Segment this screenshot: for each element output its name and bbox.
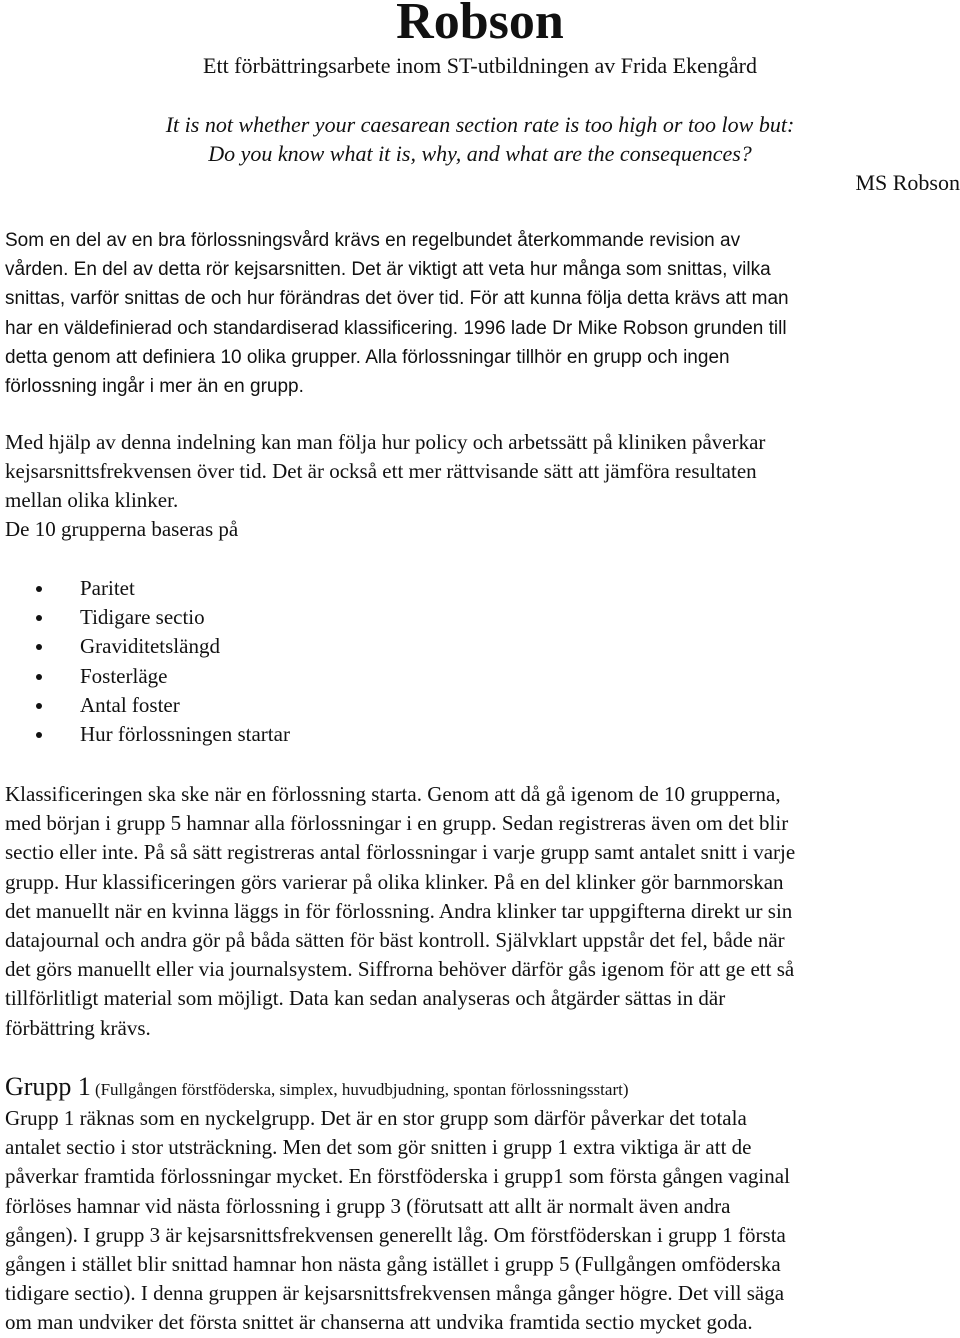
text-line: antalet sectio i stor utsträckning. Men det som gör snitten i grupp 1 extra viktiga är att de: [5, 1135, 752, 1160]
criteria-list: [36, 574, 290, 749]
group1-description: (Fullgången förstföderska, simplex, huvudbjudning, spontan förlossningsstart): [94, 1080, 629, 1099]
text-line: mellan olika klinker.: [5, 488, 179, 513]
text-line: påverkar framtida förlossningar mycket. En förstföderska i grupp1 som första gången vaginal: [5, 1164, 790, 1189]
text-line: grupp. Hur klassificeringen görs varierar på olika klinker. På en del klinker gör barnmorskan: [5, 869, 784, 894]
list-item-label: Tidigare sectio: [80, 605, 205, 630]
text-line: tidigare sectio). I denna gruppen är kejsarsnittsfrekvensen många gånger högre. Det vill säga: [5, 1281, 785, 1306]
classification-paragraph: [5, 780, 960, 1043]
list-item-label: Antal foster: [80, 692, 180, 717]
page-title: Robson: [396, 0, 564, 50]
text-line: förlöses hamnar vid nästa förlossning i grupp 3 (förutsatt att allt är normalt även andra: [5, 1193, 731, 1218]
text-line: sectio eller inte. På så sätt registreras antal förlossningar i varje grupp samt antalet snitt i varje: [5, 840, 796, 865]
bullet-icon: [36, 615, 42, 621]
text-line: om man undviker det första snittet är chanserna att undvika framtida sectio mycket goda.: [5, 1310, 753, 1335]
text-line: snittas, varför snittas de och hur förändras det över tid. För att kunna följa detta krävs att man: [5, 288, 789, 310]
list-item-label: Paritet: [80, 576, 135, 600]
quote-line: It is not whether your caesarean section rate is too high or too low but:: [165, 112, 795, 137]
group1-heading: [5, 1070, 629, 1107]
text-line: förbättring krävs.: [5, 1015, 151, 1040]
text-line: Grupp 1 räknas som en nyckelgrupp. Det är en stor grupp som därför påverkar det totala: [5, 1106, 747, 1130]
text-line: detta genom att definiera 10 olika grupper. Alla förlossningar tillhör en grupp och ingen: [5, 346, 730, 368]
list-item: [36, 632, 290, 661]
groups-intro: [5, 515, 960, 544]
list-item: [36, 720, 290, 749]
text-line: vården. En del av detta rör kejsarsnitten. Det är viktigt att veta hur många som snittas, vilka: [5, 259, 771, 281]
text-line: förlossning ingår i mer än en grupp.: [5, 376, 304, 398]
list-item-label: Fosterläge: [80, 663, 168, 688]
text-line: tillförlitligt material som möjligt. Data kan sedan analyseras och åtgärder sättas in där: [5, 986, 726, 1011]
text-line: det görs manuellt eller via journalsystem. Siffrorna behöver därför gås igenom för att ge ett så: [5, 957, 795, 982]
text-line: datajournal och andra gör på båda sätten för bäst kontroll. Självklart uppstår det fel, både när: [5, 928, 785, 953]
text-line: gången). I grupp 3 är kejsarsnittsfrekvensen generellt låg. Om förstföderskan i grupp 1 första: [5, 1222, 786, 1247]
group1-paragraph: [5, 1104, 960, 1338]
text-line: kejsarsnittsfrekvensen över tid. Det är också ett mer rättvisande sätt att jämföra resultaten: [5, 459, 757, 484]
bullet-icon: [36, 644, 42, 650]
quote-line: Do you know what it is, why, and what are the consequences?: [208, 141, 752, 166]
bullet-icon: [36, 586, 42, 592]
text-line: Klassificeringen ska ske när en förlossning starta. Genom att då gå igenom de 10 grupperna,: [5, 782, 781, 806]
text-line: De 10 grupperna baseras på: [5, 517, 239, 541]
list-item: [36, 691, 290, 720]
epigraph-quote: [0, 110, 960, 168]
list-item: [36, 662, 290, 691]
bullet-icon: [36, 674, 42, 680]
page-subtitle: Ett förbättringsarbete inom ST-utbildningen av Frida Ekengård: [203, 53, 757, 78]
text-line: med början i grupp 5 hamnar alla förlossningar i en grupp. Sedan registreras även om det blir: [5, 811, 789, 836]
list-item-label: Hur förlossningen startar: [80, 722, 290, 747]
text-line: har en väldefinierad och standardiserad klassificering. 1996 lade Dr Mike Robson grunden till: [5, 317, 787, 339]
text-line: gången i stället blir snittad hamnar hon nästa gång istället i grupp 5 (Fullgången omföderska: [5, 1252, 781, 1277]
bullet-icon: [36, 732, 42, 738]
bullet-icon: [36, 703, 42, 709]
text-line: Som en del av en bra förlossningsvård krävs en regelbundet återkommande revision av: [5, 230, 741, 251]
quote-author: MS Robson: [855, 170, 960, 195]
list-item: [36, 603, 290, 632]
policy-paragraph: [5, 428, 960, 516]
text-line: det manuellt när en kvinna läggs in för förlossning. Andra klinker tar uppgifterna direkt ur sin: [5, 898, 793, 923]
list-item: [36, 574, 290, 603]
group1-title: Grupp 1: [5, 1072, 91, 1101]
intro-paragraph: [5, 226, 960, 401]
list-item-label: Graviditetslängd: [80, 634, 220, 659]
text-line: Med hjälp av denna indelning kan man följa hur policy och arbetssätt på kliniken påverkar: [5, 430, 766, 454]
